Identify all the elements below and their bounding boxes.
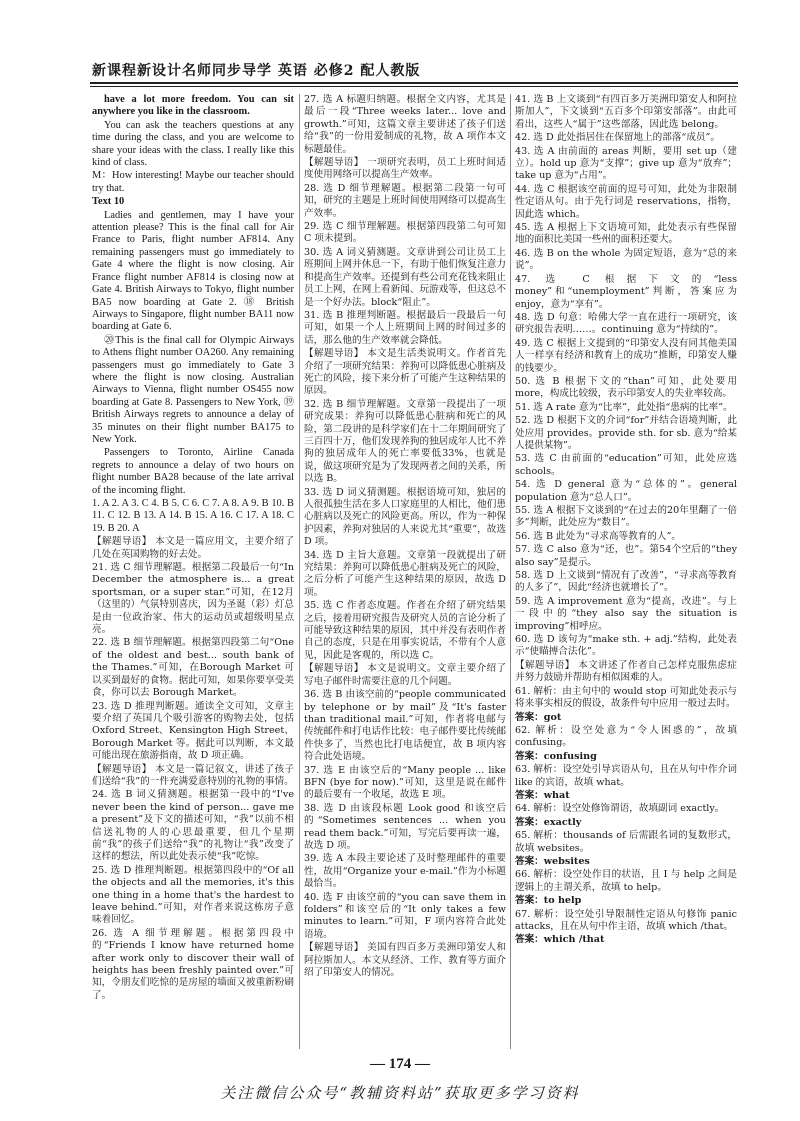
column-divider — [299, 94, 300, 1049]
paragraph: 53. 选 C 由前面的“education”可知，此处应选 schools。 — [515, 453, 737, 477]
paragraph: 61. 解析：由主句中的 would stop 可知此处表示与将来事实相反的假设，故条件句中应用一般过去时。 — [515, 685, 737, 710]
paragraph: 39. 选 A 本段主要论述了及时整理邮件的重要性，故用“Organize your e-mail.”作为小标题最恰当。 — [304, 853, 506, 890]
paragraph: 【解题导语】 本文是说明文。文章主要介绍了写电子邮件时需要注意的几个问题。 — [304, 663, 506, 687]
paragraph: 25. 选 D 推理判断题。根据第四段中的“Of all the objects and all the memories, it's this one thing in a home that's the hardest to leave behind.”可知，对作者来说这栋房子意味着回忆。 — [92, 864, 294, 926]
paragraph: 答案：got — [515, 711, 562, 723]
paragraph: ⑳This is the final call for Olympic Airways to Athens flight number OA260. Any remaining passengers must go immediately to Gate 3 where the flight is now closing. Australian Airways to Vienna, flight number OS455 now boarding at Gate 8. Passengers to New York, ⑲ British Airways regrets to announce a delay of 35 minutes on their flight number BA175 to New York. — [92, 334, 294, 445]
paragraph: 62. 解析：设空处意为“令人困惑的”，故填 confusing。 — [515, 724, 737, 749]
paragraph: Text 10 — [92, 196, 125, 208]
paragraph: 37. 选 E 由该空后的“Many people ... like BFN (bye for now).”可知，这里是说在邮件的最后要有一个收尾，故选 E 项。 — [304, 764, 506, 801]
column-right — [515, 94, 737, 1049]
paragraph: 47. 选 C 根据下文的“less money”和“unemployment”判断，答案应为 enjoy，意为“享有”。 — [515, 273, 737, 310]
paragraph: 49. 选 C 根据上文提到的“印第安人没有同其他美国人一样享有经济和教育上的成功”推断，印第安人赚的钱要少。 — [515, 337, 737, 374]
header-rule-thin — [90, 86, 738, 87]
paragraph: 41. 选 B 上文谈到“有四百多万美洲印第安人和阿拉斯加人”，下文谈到“五百多个印第安部落”。由此可看出，这些人“属于”这些部落，因此选 belong。 — [515, 94, 737, 130]
paragraph: 46. 选 B on the whole 为固定短语，意为“总的来说”。 — [515, 247, 737, 272]
paragraph: 答案：websites — [515, 855, 590, 867]
paragraph: 22. 选 B 细节理解题。根据第四段第二句“One of the oldest and best... south bank of the Thames.”可知，在Borough Market 可以买到最好的食物。据此可知，如果你要享受美食，你可以去 Borough Market。 — [92, 637, 294, 699]
paragraph: 30. 选 A 词义猜测题。文章讲到公司让员工上班期间上网并休息一下，有助于他们恢复注意力和提高生产效率。还提到有些公司充花钱来阻止员工上网，在网上看新闻、玩游戏等，但这总不是一个好办法。block“阻止”。 — [304, 246, 506, 308]
paragraph: 51. 选 A rate 意为“比率”，此处指“患病的比率”。 — [515, 401, 733, 413]
footer-note: 关注微信公众号“教辅资料站”获取更多学习资料 — [220, 1084, 580, 1102]
running-header: 新课程新设计名师同步导学 英语 必修2 配人教版 — [92, 63, 421, 79]
paragraph: 29. 选 C 细节理解题。根据第四段第二句可知 C 项未提到。 — [304, 221, 506, 245]
paragraph: 【解题导语】 本文讲述了作者自己怎样克服焦虑症并努力鼓励并帮助有相似困难的人。 — [515, 659, 737, 684]
header-rule — [90, 82, 738, 84]
page-number: — 174 — — [370, 1056, 430, 1072]
paragraph: 44. 选 C 根据该空前面的逗号可知，此处为非限制性定语从句。由于先行词是 reservations，指物，因此选 which。 — [515, 183, 737, 220]
paragraph: 21. 选 C 细节理解题。根据第二段最后一句“In December the atmosphere is... a great sportsman, or a super star.”可知，在12月（这里的）气氛特别喜庆，因为圣诞（彩）灯总是由一位政治家、伟大的运动员或超级明星点亮。 — [92, 562, 294, 636]
paragraph: 45. 选 A 根据上下文语境可知，此处表示有些保留地的面积比美国一些州的面积还要大。 — [515, 222, 737, 246]
paragraph: 31. 选 B 推理判断题。根据最后一段最后一句可知，如果一个人上班期间上网的时间过多的话，那么他的生产效率就会降低。 — [304, 309, 506, 346]
paragraph: Ladies and gentlemen, may I have your attention please? This is the final call for Air France to Paris, flight number AF814. Any remaining passengers must go immediately to Gate 4 where the flight is now closing. Air France flight number AF814 is closing now at Gate 4. British Airways to Tokyo, flight number BA5 now boarding at Gate 2. ⑱ British Airways to Singapore, flight number BA11 now boarding at Gate 6. — [92, 209, 294, 333]
paragraph: 【解题导语】 本文是一篇记叙文，讲述了孩子们送给“我”的一件充满爱意特别的礼物的事情。 — [92, 763, 294, 787]
paragraph: 56. 选 B 此处为“寻求高等教育的人”。 — [515, 530, 681, 542]
paragraph: 38. 选 D 由该段标题 Look good 和该空后的“Sometimes sentences ... when you read them back.”可知，写完后要再读一遍，故选 D 项。 — [304, 802, 506, 851]
paragraph: 答案：what — [515, 789, 570, 801]
paragraph: 48. 选 D 句意：哈佛大学一直在进行一项研究，该研究报告表明……。continuing 意为“持续的”。 — [515, 311, 737, 336]
paragraph: 59. 选 A improvement 意为“提高，改进”。与上一段中的“they also say the situation is improving”相呼应。 — [515, 595, 737, 632]
column-divider — [510, 94, 511, 1049]
paragraph: 57. 选 C also 意为“还，也”。第54个空后的“they also say”是提示。 — [515, 544, 737, 568]
paragraph: 54. 选 D general 意为“总体的”。general population 意为“总人口”。 — [515, 479, 737, 503]
paragraph: 1. A 2. A 3. C 4. B 5. C 6. C 7. A 8. A 9. B 10. B 11. C 12. B 13. A 14. B 15. A 16. C 17. A 18. C 19. B 20. A — [92, 498, 294, 534]
paragraph: 【解题导语】 美国有四百多万美洲印第安人和阿拉斯加人。本文从经济、工作、教育等方面介绍了印第安人的情况。 — [304, 942, 506, 979]
paragraph: 答案：which /that — [515, 934, 605, 946]
column-middle — [304, 94, 506, 1049]
paragraph: 26. 选 A 细节理解题。根据第四段中的“Friends I know have returned home after work only to discover their wall of heights has been freshly painted over.”可知，令朋友们吃惊的是房屋的墙面又被重新粉刷了。 — [92, 927, 294, 1001]
paragraph: 42. 选 D 此处指居住在保留地上的部落“成员”。 — [515, 132, 721, 144]
paragraph: 66. 解析：设空处作目的状语，且 I 与 help 之间是逻辑上的主谓关系，故填 to help。 — [515, 869, 737, 893]
paragraph: 40. 选 F 由该空前的“you can save them in folders”和该空后的“It only takes a few minutes to learn.”可知，F 项内容符合此处语境。 — [304, 891, 506, 940]
paragraph: 55. 选 A 根据下文谈到的“在过去的20年里翻了一倍多”判断，此处应为“数目”。 — [515, 505, 737, 529]
paragraph: 27. 选 A 标题归纳题。根据全文内容，尤其是最后一段“Three weeks later... love and growth.”可知，这篇文章主要讲述了孩子们送给“我”的一份用爱制成的礼物，故 A 项作本文标题最佳。 — [304, 94, 506, 155]
column-left — [92, 94, 294, 1049]
paragraph: 28. 选 D 细节理解题。根据第二段第一句可知，研究的主题是上班时间使用网络可以提高生产效率。 — [304, 182, 506, 219]
paragraph: 67. 解析：设空处引导限制性定语从句修饰 panic attacks，且在从句中作主语，故填 which /that。 — [515, 908, 737, 932]
paragraph: 65. 解析：thousands of 后需跟名词的复数形式，故填 websites。 — [515, 830, 737, 854]
paragraph: 答案：to help — [515, 895, 582, 907]
paragraph: 答案：confusing — [515, 750, 597, 762]
paragraph: 64. 解析：设空处修饰谓语，故填副词 exactly。 — [515, 803, 725, 815]
paragraph: 52. 选 D 根据下文的介词“for”并结合语境判断，此处应用 provides。provide sth. for sb. 意为“给某人提供某物”。 — [515, 415, 737, 451]
paragraph: 36. 选 B 由该空前的“people communicated by telephone or by mail”及“It's faster than traditional mail.”可知，作者将电邮与传统邮件和打电话作比较：电子邮件要比传统邮件快多了，当然也比打电话便宜，故 B 项内容符合此处语境。 — [304, 689, 506, 763]
paragraph: Passengers to Toronto, Airline Canada regrets to announce a delay of two hours on flight number BA28 because of the late arrival of the incoming flight. — [92, 447, 294, 496]
paragraph: 50. 选 B 根据下文的“than”可知，此处要用 more，构成比较级，表示印第安人的失业率较高。 — [515, 375, 737, 400]
paragraph: 34. 选 D 主旨大意题。文章第一段就提出了研究结果：养狗可以降低患心脏病及死亡的风险，之后分析了可能产生这种结果的原因，故选 D 项。 — [304, 549, 506, 598]
paragraph: 63. 解析：设空处引导宾语从句，且在从句中作介词 like 的宾语，故填 what。 — [515, 764, 737, 788]
paragraph: 24. 选 B 词义猜测题。根据第一段中的“I've never been the kind of person... gave me a present”及下文的描述可知，“我”以前不相信送礼物的人的心思最重要，但几个星期前“我”的孩子们送给“我”的礼物让“我”改变了这样的想法，所以此处表示使“我”吃惊。 — [92, 789, 294, 863]
paragraph: M：How interesting! Maybe our teacher should try that. — [92, 170, 294, 194]
paragraph: 【解题导语】 本文是生活类说明文。作者首先介绍了一项研究结果：养狗可以降低患心脏病及死亡的风险，接下来分析了可能产生这种结果的原因。 — [304, 348, 506, 397]
paragraph: 答案：exactly — [515, 816, 582, 828]
paragraph: 35. 选 C 作者态度题。作者在介绍了研究结果之后，接着用研究报告及研究人员的言论分析了可能导致这种结果的原因，其中并没有表明作者自己的态度，只是在用事实说话，不带有个人意见，因此是客观的，所以选 C。 — [304, 600, 506, 661]
paragraph: 23. 选 D 推理判断题。通读全文可知，文章主要介绍了英国几个吸引游客的购物去处，包括 Oxford Street、Kensington High Street、Borough Market 等。据此可以判断，本文最可能出现在旅游指南，故 D 项正确。 — [92, 700, 294, 762]
paragraph: 60. 选 D 该句为“make sth. + adj.”结构，此处表示“使瞄搏合法化”。 — [515, 634, 737, 658]
paragraph: 【解题导语】 一项研究表明，员工上班时间适度使用网络可以提高生产效率。 — [304, 157, 506, 181]
paragraph: 43. 选 A 由前面的 areas 判断，要用 set up（建立）。hold up 意为“支撑”；give up 意为“放弃”；take up 意为“占用”。 — [515, 145, 737, 182]
paragraph: 【解题导语】 本文是一篇应用文，主要介绍了几处在英国购物的好去处。 — [92, 536, 294, 560]
paragraph: 33. 选 D 词义猜测题。根据语境可知，独居的人很孤独生活在多人口家庭里的人相比，他们患心脏病以及死亡的风险更高。所以，作为一种保护因素，养狗对独居的人来说尤其“重要”，故选 D 项。 — [304, 486, 506, 548]
paragraph: You can ask the teachers questions at any time during the class, and you are welcome to share your ideas with the class. I really like this kind of class. — [92, 119, 294, 169]
paragraph: 58. 选 D 上文谈到“情况有了改善”，“寻求高等教育的人多了”，因此“经济也就增长了”。 — [515, 570, 737, 594]
paragraph: have a lot more freedom. You can sit anywhere you like in the classroom. — [92, 94, 294, 118]
paragraph: 32. 选 B 细节理解题。文章第一段提出了一项研究成果：养狗可以降低患心脏病和死亡的风险，第二段讲的是科学家们在十二年期间研究了三百四十万，他们发现养狗的独居成年人比不养狗的独居成年人的死亡率要低33%，也就是说，做这项研究是为了发现两者之间的关系，所以选 B。 — [304, 398, 506, 485]
